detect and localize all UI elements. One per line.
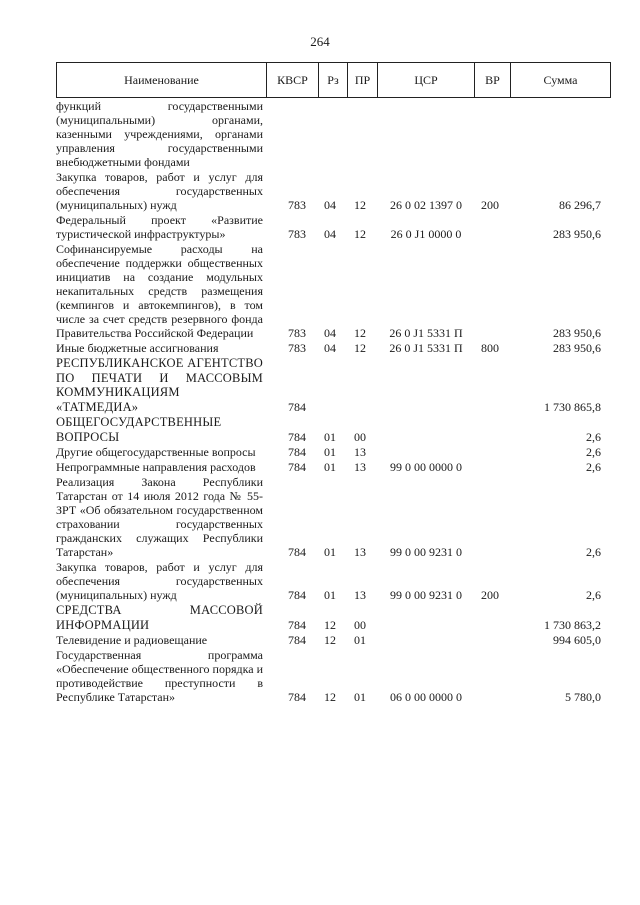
table-row	[56, 169, 611, 212]
row-name: Реализация Закона Республики Татарстан от 14 июля 2012 года № 55-ЗРТ «Об обязательном государственном страховании государственных гражданских служащих Республики Татарстан»	[56, 475, 263, 559]
row-kvsr: 784	[288, 460, 306, 474]
row-csr: 26 0 02 1397 0	[390, 198, 462, 212]
row-name: Софинансируемые расходы на обеспечение поддержки общественных инициатив на создание модульных некапитальных средств размещения (кемпингов и автокемпингов), в том числе за счет средств резервного фонда Правительства Российской Федерации	[56, 242, 263, 340]
header-vr: ВР	[475, 63, 511, 97]
row-pr: 13	[354, 460, 366, 474]
header-kvsr: КВСР	[267, 63, 319, 97]
row-name: функций государственными (муниципальными) органами, казенными учреждениями, органами управления государственными внебюджетными фондами	[56, 99, 263, 169]
row-rz: 01	[324, 545, 336, 559]
row-sum: 2,6	[586, 460, 601, 474]
row-kvsr: 784	[288, 618, 306, 632]
row-sum: 1 730 865,8	[544, 400, 601, 414]
row-name: Государственная программа «Обеспечение общественного порядка и противодействие преступности в Республике Татарстан»	[56, 648, 263, 704]
row-kvsr: 784	[288, 690, 306, 704]
table-body	[56, 98, 611, 704]
row-sum: 283 950,6	[553, 326, 601, 340]
row-sum: 2,6	[586, 545, 601, 559]
header-sum: Сумма	[543, 73, 578, 87]
row-pr: 13	[354, 545, 366, 559]
row-pr: 13	[354, 445, 366, 459]
row-kvsr: 783	[288, 198, 306, 212]
table-row	[56, 444, 611, 459]
row-rz: 04	[324, 341, 336, 355]
row-pr: 12	[354, 326, 366, 340]
row-rz: 01	[324, 430, 336, 444]
row-vr: 200	[481, 198, 499, 212]
row-sum: 2,6	[586, 588, 601, 602]
row-pr: 12	[354, 227, 366, 241]
row-rz: 12	[324, 690, 336, 704]
table-row	[56, 98, 611, 169]
budget-table	[56, 62, 611, 704]
table-row	[56, 559, 611, 602]
row-name: Телевидение и радиовещание	[56, 633, 208, 647]
row-sum: 2,6	[586, 430, 601, 444]
row-vr: 200	[481, 588, 499, 602]
row-csr: 26 0 J1 5331 П	[389, 341, 463, 355]
row-kvsr: 784	[288, 400, 306, 414]
row-sum: 994 605,0	[553, 633, 601, 647]
table-row	[56, 340, 611, 355]
row-sum: 2,6	[586, 445, 601, 459]
row-csr: 99 0 00 9231 0	[390, 545, 462, 559]
row-sum: 283 950,6	[553, 341, 601, 355]
page-number: 264	[310, 34, 330, 49]
row-rz: 01	[324, 588, 336, 602]
header-name: Наименование	[57, 63, 267, 97]
table-row	[56, 414, 611, 444]
table-row	[56, 212, 611, 241]
row-name: Непрограммные направления расходов	[56, 460, 256, 474]
row-rz: 01	[324, 445, 336, 459]
row-sum: 283 950,6	[553, 227, 601, 241]
row-pr: 12	[354, 198, 366, 212]
row-name: Иные бюджетные ассигнования	[56, 341, 219, 355]
row-rz: 12	[324, 633, 336, 647]
row-name: Закупка товаров, работ и услуг для обеспечения государственных (муниципальных) нужд	[56, 170, 263, 212]
row-kvsr: 784	[288, 633, 306, 647]
row-csr: 99 0 00 9231 0	[390, 588, 462, 602]
row-rz: 04	[324, 326, 336, 340]
table-row	[56, 241, 611, 340]
row-vr: 800	[481, 341, 499, 355]
row-name: Другие общегосударственные вопросы	[56, 445, 256, 459]
row-csr: 99 0 00 0000 0	[390, 460, 462, 474]
row-kvsr: 783	[288, 227, 306, 241]
row-pr: 13	[354, 588, 366, 602]
row-sum: 86 296,7	[559, 198, 601, 212]
row-pr: 01	[354, 690, 366, 704]
row-rz: 01	[324, 460, 336, 474]
table-row	[56, 474, 611, 559]
row-csr: 26 0 J1 0000 0	[390, 227, 462, 241]
header-pr: ПР	[348, 63, 378, 97]
row-pr: 01	[354, 633, 366, 647]
row-pr: 00	[354, 618, 366, 632]
table-row	[56, 602, 611, 632]
table-row	[56, 632, 611, 647]
row-name: ОБЩЕГОСУДАРСТВЕННЫЕ ВОПРОСЫ	[56, 415, 222, 444]
row-kvsr: 784	[288, 430, 306, 444]
row-sum: 5 780,0	[565, 690, 601, 704]
row-name: СРЕДСТВА МАССОВОЙ ИНФОРМАЦИИ	[56, 603, 263, 632]
row-kvsr: 784	[288, 545, 306, 559]
row-name: Закупка товаров, работ и услуг для обеспечения государственных (муниципальных) нужд	[56, 560, 263, 602]
row-rz: 04	[324, 227, 336, 241]
row-name: Федеральный проект «Развитие туристической инфраструктуры»	[56, 213, 263, 241]
row-sum: 1 730 863,2	[544, 618, 601, 632]
row-kvsr: 783	[288, 326, 306, 340]
row-kvsr: 784	[288, 588, 306, 602]
row-pr: 00	[354, 430, 366, 444]
row-kvsr: 784	[288, 445, 306, 459]
header-csr: ЦСР	[378, 63, 475, 97]
row-csr: 06 0 00 0000 0	[390, 690, 462, 704]
table-header	[56, 62, 611, 98]
header-rz: Рз	[319, 63, 348, 97]
table-row	[56, 355, 611, 414]
row-rz: 04	[324, 198, 336, 212]
row-rz: 12	[324, 618, 336, 632]
table-row	[56, 647, 611, 704]
table-row	[56, 459, 611, 474]
row-kvsr: 783	[288, 341, 306, 355]
row-pr: 12	[354, 341, 366, 355]
row-csr: 26 0 J1 5331 П	[389, 326, 463, 340]
row-name: РЕСПУБЛИКАНСКОЕ АГЕНТСТВО ПО ПЕЧАТИ И МАССОВЫМ КОММУНИКАЦИЯМ «ТАТМЕДИА»	[56, 356, 263, 414]
